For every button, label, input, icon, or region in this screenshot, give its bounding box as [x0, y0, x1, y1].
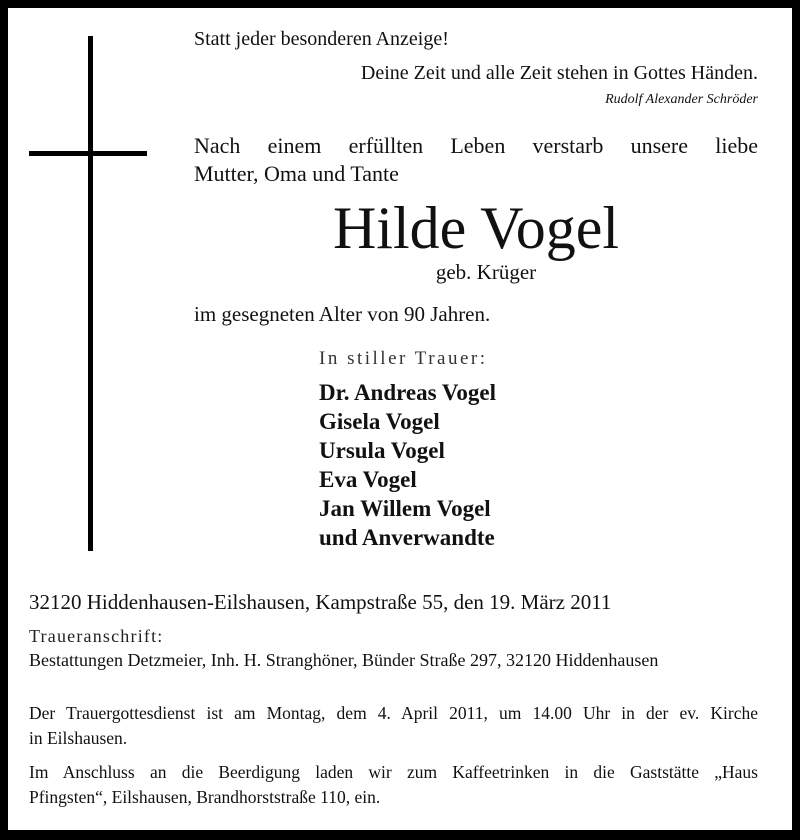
maiden-name: geb. Krüger	[435, 260, 537, 284]
mourner-item: Dr. Andreas Vogel	[319, 380, 497, 405]
service-line-1: Der Trauergottesdienst ist am Montag, dem 4. April 2011, um 14.00 Uhr in der ev. Kirche	[29, 703, 758, 723]
mourner-item: Jan Willem Vogel	[319, 496, 491, 521]
age-text: im gesegneten Alter von 90 Jahren.	[194, 302, 491, 326]
mourner-item: Gisela Vogel	[319, 409, 440, 434]
deceased-name: Hilde Vogel	[332, 195, 620, 261]
service-line-2: in Eilshausen.	[29, 728, 128, 748]
address-label: Traueranschrift:	[29, 626, 164, 646]
notice-header: Statt jeder besonderen Anzeige!	[194, 28, 449, 50]
mourning-label: In stiller Trauer:	[319, 348, 488, 369]
intro-text	[194, 132, 758, 188]
reception-line-2: Pfingsten“, Eilshausen, Brandhorststraße 110, ein.	[29, 787, 381, 807]
reception-info	[29, 760, 758, 810]
mourning-address: Bestattungen Detzmeier, Inh. H. Stranghöner, Bünder Straße 297, 32120 Hiddenhausen	[29, 650, 659, 670]
obituary-notice	[8, 8, 792, 830]
quote-text: Deine Zeit und alle Zeit stehen in Gottes Händen.	[360, 62, 758, 84]
mourners-list	[319, 378, 496, 552]
mourner-item: Eva Vogel	[319, 467, 417, 492]
funeral-service-info	[29, 701, 758, 751]
intro-line-2: Mutter, Oma und Tante	[194, 161, 399, 186]
intro-line-1: Nach einem erfüllten Leben verstarb unsere liebe	[194, 133, 758, 158]
cross-vertical-bar	[88, 36, 93, 551]
cross-horizontal-bar	[29, 151, 147, 156]
place-and-date: 32120 Hiddenhausen-Eilshausen, Kampstraße 55, den 19. März 2011	[29, 590, 612, 614]
quote-author: Rudolf Alexander Schröder	[605, 92, 758, 107]
reception-line-1: Im Anschluss an die Beerdigung laden wir zum Kaffeetrinken in die Gaststätte „Haus	[29, 762, 758, 782]
mourner-item: Ursula Vogel	[319, 438, 445, 463]
mourner-item: und Anverwandte	[319, 525, 495, 550]
